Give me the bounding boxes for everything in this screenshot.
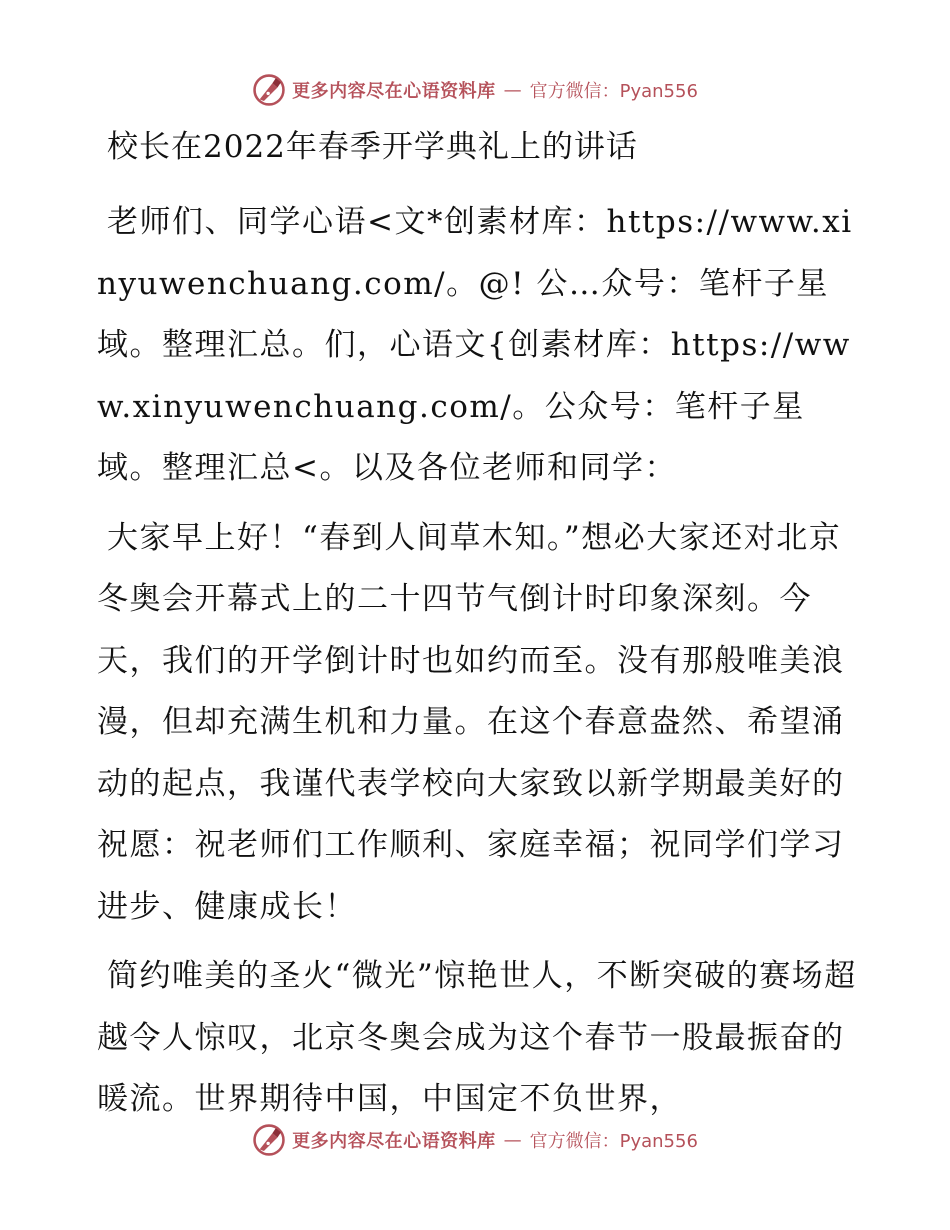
watermark-separator: —: [503, 79, 522, 101]
watermark-slogan: 更多内容尽在心语资料库: [292, 1131, 496, 1152]
document-body: [97, 122, 857, 1139]
watermark-inner: [252, 73, 698, 107]
paragraph-greeting: 老师们、同学心语<文*创素材库：https://www.xinyuwenchuang.com/。@! 公…众号：笔杆子星域。整理汇总。们，心语文{创素材库：https://www.xinyuwenchuang.com/。公众号：笔杆子星域。整理汇总<。以及各位老师和同学：: [97, 204, 853, 486]
watermark-inner: [252, 1123, 698, 1157]
watermark-wechat: 官方微信：Pyan556: [529, 1131, 698, 1152]
paragraph-olympics: 简约唯美的圣火“微光”惊艳世人，不断突破的赛场超越令人惊叹，北京冬奥会成为这个春节一股最振奋的暖流。世界期待中国，中国定不负世界，: [97, 958, 857, 1117]
document-title: 校长在2022年春季开学典礼上的讲话: [107, 129, 638, 165]
header-watermark: [0, 70, 950, 110]
pen-nib-logo-icon: [252, 73, 286, 107]
pen-nib-logo-icon: [252, 1123, 286, 1157]
watermark-slogan: 更多内容尽在心语资料库: [292, 81, 496, 102]
watermark-separator: —: [503, 1129, 522, 1151]
paragraph-opening: 大家早上好！“春到人间草木知。”想必大家还对北京冬奥会开幕式上的二十四节气倒计时印象深刻。今天，我们的开学倒计时也如约而至。没有那般唯美浪漫，但却充满生机和力量。在这个春意盎然、希望涌动的起点，我谨代表学校向大家致以新学期最美好的祝愿：祝老师们工作顺利、家庭幸福；祝同学们学习进步、健康成长！: [97, 519, 845, 925]
watermark-wechat: 官方微信：Pyan556: [529, 81, 698, 102]
footer-watermark: [0, 1120, 950, 1160]
